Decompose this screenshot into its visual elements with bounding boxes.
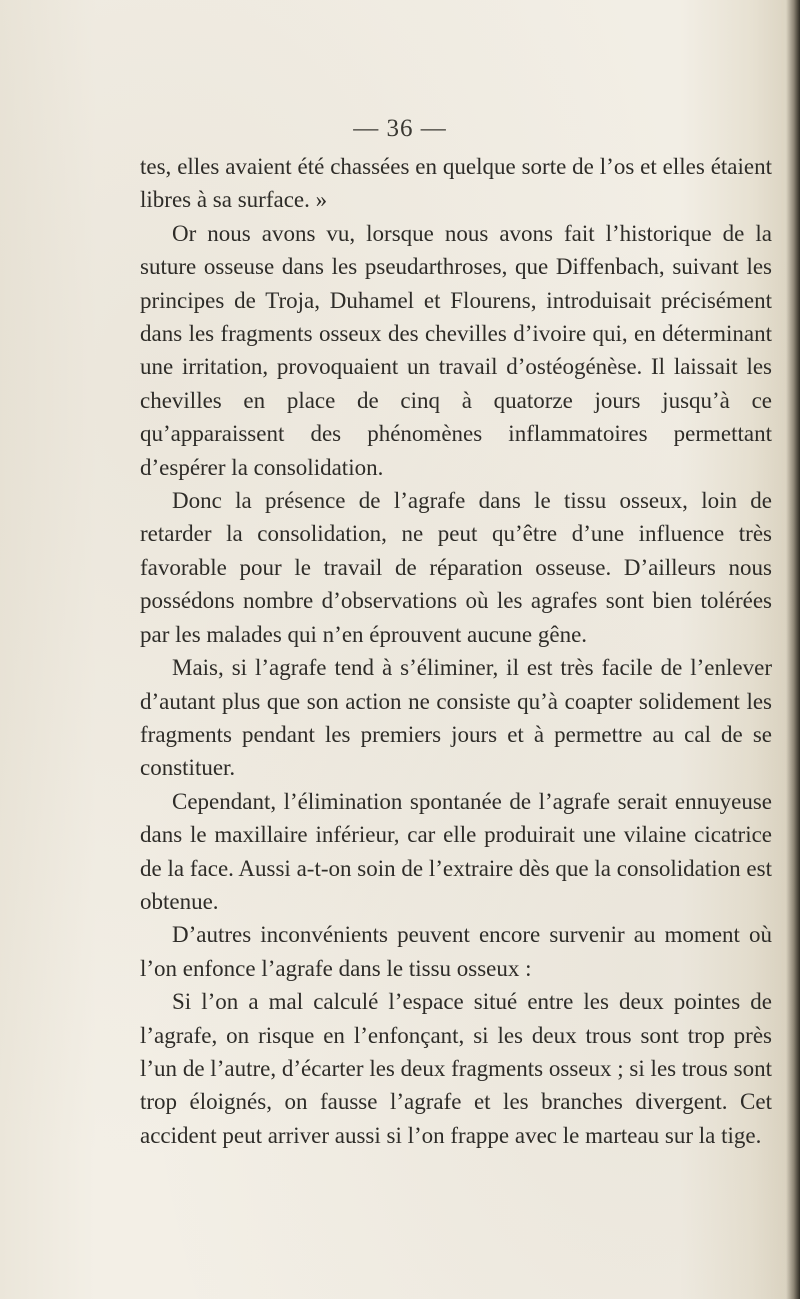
paragraph-3: Donc la présence de l’agrafe dans le tissu osseux, loin de retarder la consolidation, ne peut qu’être d’une influence très favorable pour le travail de réparation osseuse. D’ailleurs nous possédons nombre d’observations où les agrafes sont bien tolérées par les malades qui n’en éprouvent aucune gêne.	[140, 488, 772, 647]
body-text	[140, 150, 772, 1152]
page-edge-shadow	[786, 0, 800, 1299]
paragraph-4: Mais, si l’agrafe tend à s’éliminer, il est très facile de l’enlever d’autant plus que son action ne consiste qu’à coapter solidement les fragments pendant les premiers jours et à permettre au cal de se constituer.	[140, 655, 772, 781]
paragraph-7: Si l’on a mal calculé l’espace situé entre les deux pointes de l’agrafe, on risque en l’enfonçant, si les deux trous sont trop près l’un de l’autre, d’écarter les deux fragments osseux ; si les trous sont trop éloignés, on fausse l’agrafe et les branches divergent. Cet accident peut arriver aussi si l’on frappe avec le marteau sur la tige.	[140, 989, 772, 1148]
paragraph-1: tes, elles avaient été chassées en quelque sorte de l’os et elles étaient libres à sa surface. »	[140, 154, 772, 213]
paragraph-6: D’autres inconvénients peuvent encore survenir au moment où l’on enfonce l’agrafe dans le tissu osseux :	[140, 922, 772, 981]
page-number: — 36 —	[353, 115, 447, 142]
paragraph-2: Or nous avons vu, lorsque nous avons fait l’historique de la suture osseuse dans les pseudarthroses, que Diffenbach, suivant les principes de Troja, Duhamel et Flourens, introduisait précisément dans les fragments osseux des chevilles d’ivoire qui, en déterminant une irritation, provoquaient un travail d’ostéogénèse. Il laissait les chevilles en place de cinq à quatorze jours jusqu’à ce qu’apparaissent des phénomènes inflammatoires permettant d’espérer la consolidation.	[140, 220, 772, 480]
paragraph-5: Cependant, l’élimination spontanée de l’agrafe serait ennuyeuse dans le maxillaire inférieur, car elle produirait une vilaine cicatrice de la face. Aussi a-t-on soin de l’extraire dès que la consolidation est obtenue.	[140, 788, 772, 914]
